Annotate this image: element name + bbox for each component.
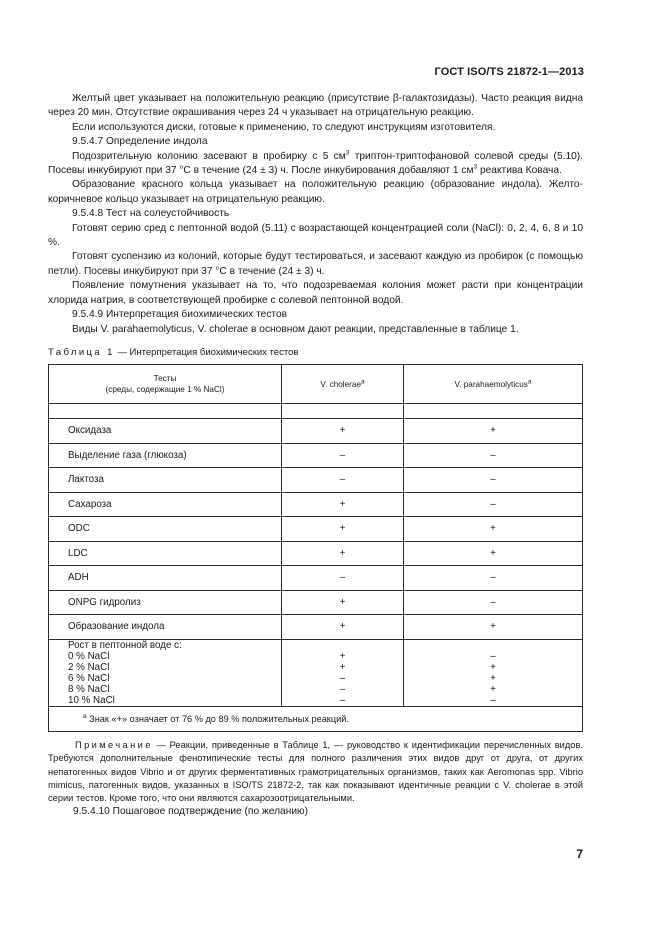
paragraph-peptone-series: Готовят серию сред с пептонной водой (5.11) с возрастающей концентрацией соли (NaCl): 0, 2, 4, 6, 8 и 10 %. bbox=[48, 222, 583, 249]
paragraph-yellow-color: Желтый цвет указывает на положительную реакцию (присутствие β-галактозидазы). Часто реакция видна через 20 мин. Отсутствие окрашивания через 24 ч указывает на отрицательную реакцию. bbox=[48, 93, 583, 119]
note-label: Примечание bbox=[75, 740, 153, 750]
heading-stepwise-confirmation: 9.5.4.10 Пошаговое подтверждение (по желанию) bbox=[73, 806, 309, 817]
table-caption: Таблица 1 — Интерпретация биохимических тестов bbox=[48, 347, 299, 358]
paragraph-suspension: Готовят суспензию из колоний, которые будут тестироваться, и засевают каждую из пробирок (с помощью петли). Посевы инкубируют при 37 °С в течение (24 ± 3) ч. bbox=[48, 251, 583, 277]
paragraph-indole-method: Подозрительную колонию засевают в пробирку с 5 $см^3$ триптон-триптофановой солевой среды (5.10). Посевы инкубируют при 37 °С в течение (24 ± 3) ч. После инкубирования добавляют 1 $см^3$ реактива Ковача. bbox=[48, 149, 584, 177]
table-row: ODC + + bbox=[49, 517, 583, 542]
page-number: 7 bbox=[576, 847, 583, 861]
table-row: Образование индола + + bbox=[49, 615, 583, 640]
paragraph-species-reactions: Виды V. parahaemolyticus, V. cholerae в основном дают реакции, представленные в таблице 1. bbox=[72, 323, 519, 335]
paragraph-discs: Если используются диски, готовые к применению, то следуют инструкциям изготовителя. bbox=[72, 121, 496, 133]
table-row: ONPG гидролиз + – bbox=[49, 590, 583, 615]
heading-salt-tolerance: 9.5.4.8 Тест на солеустойчивость bbox=[72, 208, 230, 220]
table-row: ADH – – bbox=[49, 566, 583, 591]
table-footnote-row bbox=[49, 706, 583, 731]
table-row-growth bbox=[49, 639, 583, 706]
table-row: LDC + + bbox=[49, 541, 583, 566]
paragraph-red-ring: Образование красного кольца указывает на положительную реакцию (образование индола). Желто-коричневое кольцо указывает на отрицательную реакцию. bbox=[48, 179, 583, 205]
growth-tests-cell: Рост в пептонной воде с: 0 % NaCl 2 % NaCl 6 % NaCl 8 % NaCl 10 % NaCl bbox=[49, 639, 282, 706]
paragraph-turbidity: Появление помутнения указывает на то, что подозреваемая колония может расти при концентрации хлорида натрия, в соответствующей пробирке с солевой пептонной водой. bbox=[48, 280, 583, 306]
table-spacer-row bbox=[49, 404, 583, 419]
table-row: Оксидаза + + bbox=[49, 419, 583, 444]
growth-cholerae-cell: + + – – – bbox=[282, 639, 404, 706]
body-text bbox=[48, 92, 583, 337]
note-block bbox=[48, 739, 583, 805]
biochemical-tests-table bbox=[48, 364, 583, 732]
table-row: Выделение газа (глюкоза) – – bbox=[49, 443, 583, 468]
header-v-cholerae: V. cholerae$^a$ bbox=[282, 365, 404, 404]
note-text: — Реакции, приведенные в Таблице 1, — руководство к идентификации перечисленных видов. Требуются дополнительные фенотипические тесты для полного различения этих видов друг от друга, от других непатогенных видов Vibrio и от других ферментативных грамотрицательных организмов, таких как Aeromonas spp. Vibrio mimicus, патогенных видов, указанных в ISO/TS 21872-2, так как показывают идентичные реакции с V. cholerae в этой серии тестов. Кроме того, что они являются сахарозоотрицательными. bbox=[48, 740, 583, 804]
heading-interpretation: 9.5.4.9 Интерпретация биохимических тестов bbox=[72, 309, 288, 321]
document-code: ГОСТ ISO/TS 21872-1—2013 bbox=[434, 66, 584, 78]
table-row: Лактоза – – bbox=[49, 468, 583, 493]
growth-para-cell: – + + + – bbox=[404, 639, 583, 706]
heading-indole: 9.5.4.7 Определение индола bbox=[72, 136, 208, 148]
header-tests: Тесты (среды, содержащие 1 % NaCl) bbox=[49, 365, 282, 404]
table-row: Сахароза + – bbox=[49, 492, 583, 517]
table-header-row bbox=[49, 365, 583, 404]
table-footnote: $^а$ Знак «+» означает от 76 % до 89 % положительных реакций. bbox=[49, 706, 583, 731]
header-v-parahaemolyticus: V. parahaemolyticus$^a$ bbox=[404, 365, 583, 404]
